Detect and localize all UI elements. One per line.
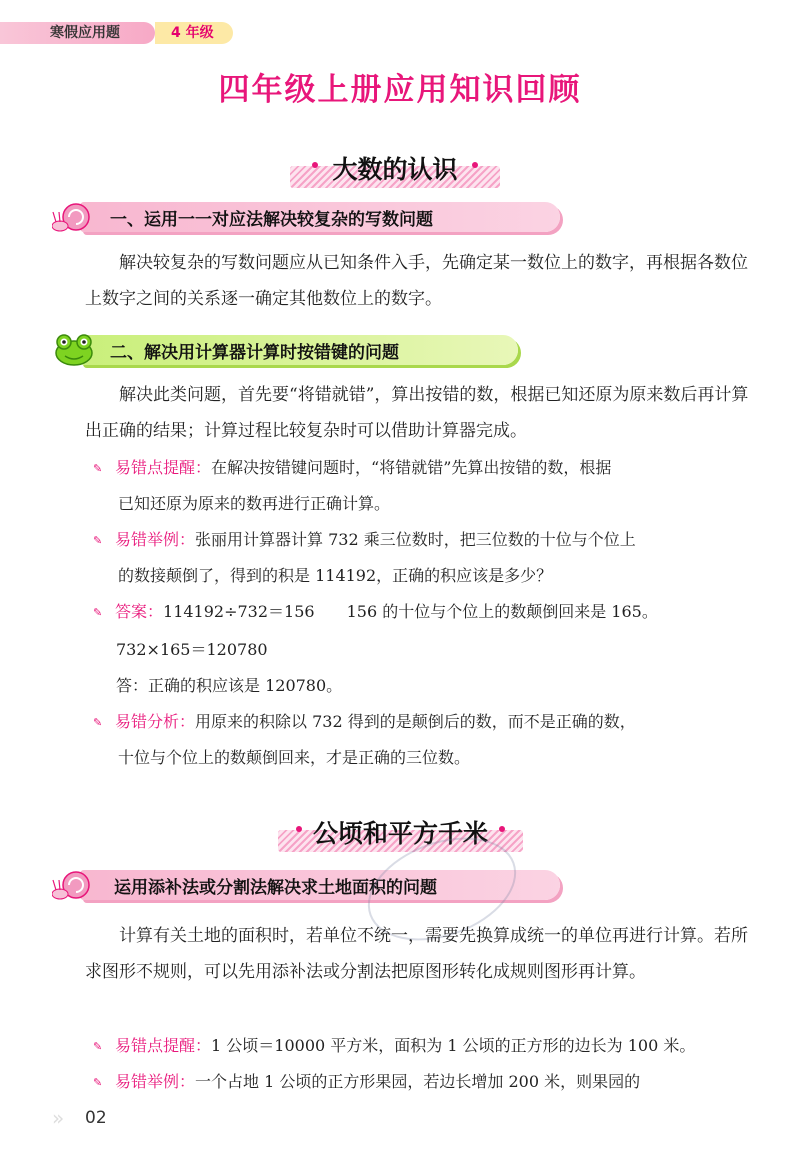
analysis-text-cont: 十位与个位上的数颠倒回来，才是正确的三位数。 xyxy=(118,748,471,767)
example-block xyxy=(93,522,763,594)
example-line xyxy=(93,522,763,558)
tip-block xyxy=(93,1028,763,1064)
subsection-heading-text: 一、运用一一对应法解决较复杂的写数问题 xyxy=(110,210,433,230)
grade-tab: 4 年级 xyxy=(155,22,233,44)
example-text-cont: 的数接颠倒了，得到的积是 114192，正确的积应该是多少？ xyxy=(118,566,553,585)
analysis-block xyxy=(93,704,763,776)
tip-text: 1 公顷＝10000 平方米，面积为 1 公顷的正方形的边长为 100 米。 xyxy=(211,1036,696,1055)
pencil-icon: ✎ xyxy=(93,534,103,547)
tip-label: 易错点提醒： xyxy=(115,458,212,477)
analysis-line xyxy=(93,704,763,740)
subsection-heading-1 xyxy=(52,200,562,234)
pencil-icon: ✎ xyxy=(93,1076,103,1089)
example-label: 易错举例： xyxy=(115,1072,196,1091)
tip-line xyxy=(93,1028,763,1064)
section-banner-1 xyxy=(290,150,500,190)
analysis-text: 用原来的积除以 732 得到的是颠倒后的数，而不是正确的数， xyxy=(195,712,636,731)
tip-text: 在解决按错键问题时，“将错就错”先算出按错的数，根据 xyxy=(211,458,612,477)
answer-equation: 732×165＝120780 xyxy=(116,640,268,659)
subsection-heading-2 xyxy=(52,333,522,367)
pencil-icon: ✎ xyxy=(93,606,103,619)
analysis-label: 易错分析： xyxy=(115,712,196,731)
subsection-heading-text: 运用添补法或分割法解决求土地面积的问题 xyxy=(114,878,437,898)
pencil-icon: ✎ xyxy=(93,716,103,729)
answer-text: 114192÷732＝156 156 的十位与个位上的数颠倒回来是 165。 xyxy=(163,602,658,621)
snail-icon xyxy=(52,868,96,902)
paragraph: 解决较复杂的写数问题应从已知条件入手，先确定某一数位上的数字，再根据各数位上数字之间的关系逐一确定其他数位上的数字。 xyxy=(85,253,748,309)
page-number: 02 xyxy=(85,1108,107,1128)
frog-icon xyxy=(52,333,96,367)
example-text: 张丽用计算器计算 732 乘三位数时，把三位数的十位与个位上 xyxy=(195,530,636,549)
pencil-icon: ✎ xyxy=(93,1040,103,1053)
answer-label: 答案： xyxy=(115,602,164,621)
paragraph: 计算有关土地的面积时，若单位不统一，需要先换算成统一的单位再进行计算。若所求图形不规则，可以先用添补法或分割法把原图形转化成规则图形再计算。 xyxy=(85,926,748,982)
section-title: 大数的认识 xyxy=(332,155,458,184)
page-title: 四年级上册应用知识回顾 xyxy=(218,72,582,108)
section-title: 公顷和平方千米 xyxy=(312,819,488,848)
double-chevron-icon: » xyxy=(52,1106,65,1130)
answer-block xyxy=(93,594,763,630)
subsection-heading-text: 二、解决用计算器计算时按错键的问题 xyxy=(110,343,399,363)
example-label: 易错举例： xyxy=(115,530,196,549)
tip-line xyxy=(93,450,763,486)
tip-label: 易错点提醒： xyxy=(115,1036,212,1055)
answer-conclusion: 答：正确的积应该是 120780。 xyxy=(116,676,343,695)
series-tab: 寒假应用题 xyxy=(0,22,155,44)
tip-text-cont: 已知还原为原来的数再进行正确计算。 xyxy=(118,494,391,513)
example-line xyxy=(93,1064,763,1100)
example-text: 一个占地 1 公顷的正方形果园，若边长增加 200 米，则果园的 xyxy=(195,1072,641,1091)
snail-icon xyxy=(52,200,96,234)
pencil-icon: ✎ xyxy=(93,462,103,475)
tip-block xyxy=(93,450,763,522)
answer-line xyxy=(93,594,763,630)
paragraph: 解决此类问题，首先要“将错就错”，算出按错的数，根据已知还原为原来数后再计算出正确的结果；计算过程比较复杂时可以借助计算器完成。 xyxy=(85,385,749,441)
example-block xyxy=(93,1064,763,1100)
